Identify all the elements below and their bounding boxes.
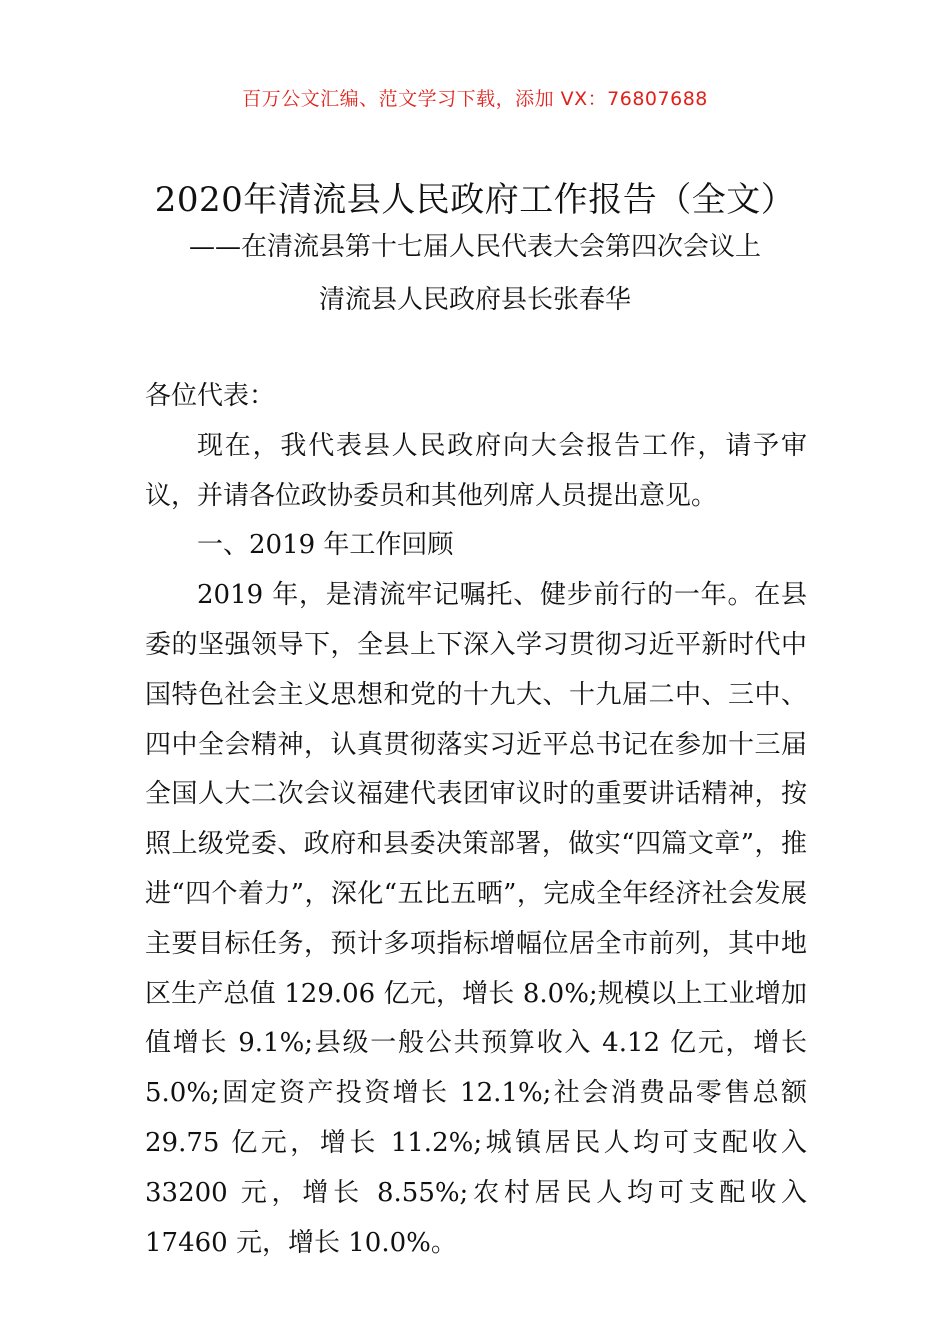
greeting: 各位代表： xyxy=(145,381,276,411)
body-text xyxy=(145,372,807,1268)
author-line: 清流县人民政府县长张春华 xyxy=(318,285,631,315)
page-title: 2020年清流县人民政府工作报告（全文） xyxy=(154,180,796,220)
paragraph-review: 2019 年，是清流牢记嘱托、健步前行的一年。在县委的坚强领导下，全县上下深入学习贯彻习近平新时代中国特色社会主义思想和党的十九大、十九届二中、三中、四中全会精神，认真贯彻落实习近平总书记在参加十三届全国人大二次会议福建代表团审议时的重要讲话精神，按照上级党委、政府和县委决策部署，做实“四篇文章”，推进“四个着力”，深化“五比五晒”，完成全年经济社会发展主要目标任务，预计多项指标增幅位居全市前列，其中地区生产总值 129.06 亿元，增长 8.0%;规模以上工业增加值增长 9.1%;县级一般公共预算收入 4.12 亿元，增长 5.0%;固定资产投资增长 12.1%;社会消费品零售总额 29.75 亿元，增长 11.2%;城镇居民人均可支配收入 33200 元，增长 8.55%;农村居民人均可支配收入 17460 元，增长 10.0%。 xyxy=(145,580,807,1258)
subtitle: ——在清流县第十七届人民代表大会第四次会议上 xyxy=(188,232,761,262)
header-note: 百万公文汇编、范文学习下载，添加 VX：76807688 xyxy=(242,88,708,110)
section-heading: 一、2019 年工作回顾 xyxy=(197,530,454,561)
paragraph-intro: 现在，我代表县人民政府向大会报告工作，请予审议，并请各位政协委员和其他列席人员提出意见。 xyxy=(145,430,807,511)
